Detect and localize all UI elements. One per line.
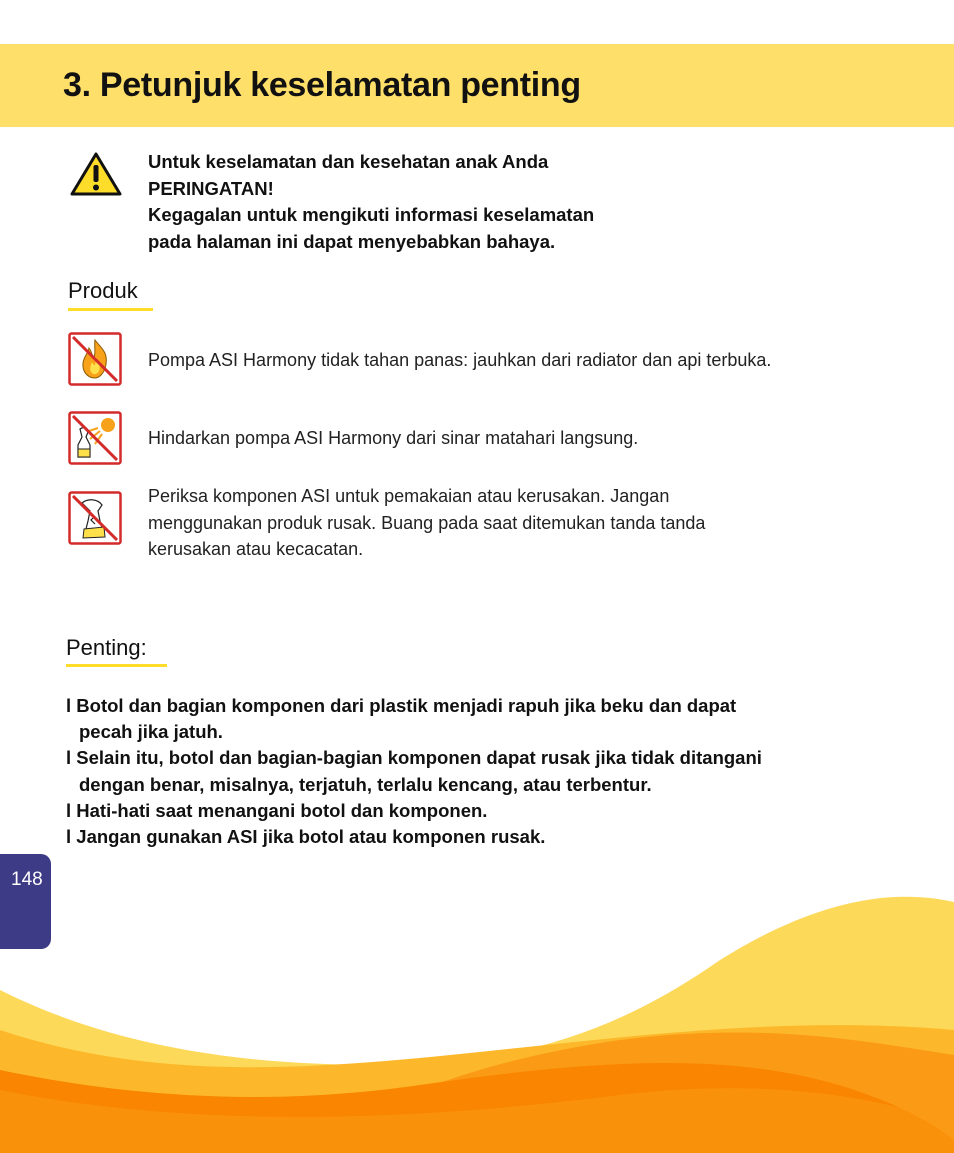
list-item: [66, 824, 762, 850]
section-heading-penting: Penting:: [66, 635, 147, 660]
list-item: [66, 798, 762, 824]
page-title: 3. Petunjuk keselamatan penting: [63, 66, 581, 104]
section-heading-produk: Produk: [68, 278, 138, 303]
product-item-text: [148, 425, 638, 452]
no-heat-fire-icon: [68, 332, 122, 386]
no-damaged-product-icon: [68, 491, 122, 545]
list-item: [66, 745, 762, 797]
decorative-waves: [0, 880, 954, 1153]
bullet-text: l Jangan gunakan ASI jika botol atau komponen rusak.: [66, 826, 546, 848]
warning-line: pada halaman ini dapat menyebabkan bahaya.: [148, 230, 556, 252]
product-line: Pompa ASI Harmony tidak tahan panas: jauhkan dari radiator dan api terbuka.: [148, 350, 772, 370]
warning-triangle-icon: [70, 152, 122, 196]
warning-line: Untuk keselamatan dan kesehatan anak Anda: [148, 151, 549, 172]
bullet-continuation: dengan benar, misalnya, terjatuh, terlalu kencang, atau terbentur.: [79, 773, 652, 795]
bullet-text: l Botol dan bagian komponen dari plastik menjadi rapuh jika beku dan dapat: [66, 695, 737, 716]
bullet-text: l Selain itu, botol dan bagian-bagian komponen dapat rusak jika tidak ditangani: [66, 747, 762, 769]
penting-bullet-list: [66, 693, 762, 850]
product-item-text: [148, 483, 705, 563]
list-item: [66, 693, 762, 745]
product-line: Hindarkan pompa ASI Harmony dari sinar matahari langsung.: [148, 428, 639, 448]
page-number: 148: [11, 869, 43, 890]
product-line: kerusakan atau kecacatan.: [148, 539, 364, 559]
heading-underline: [68, 308, 153, 311]
product-item-text: [148, 347, 771, 374]
warning-line: Kegagalan untuk mengikuti informasi keselamatan: [148, 204, 595, 225]
product-line: menggunakan produk rusak. Buang pada saat ditemukan tanda tanda: [148, 512, 706, 533]
heading-underline: [66, 664, 167, 667]
bullet-text: l Hati-hati saat menangani botol dan komponen.: [66, 799, 488, 821]
bullet-continuation: pecah jika jatuh.: [79, 721, 223, 743]
warning-text: [148, 149, 594, 255]
product-line: Periksa komponen ASI untuk pemakaian atau kerusakan. Jangan: [148, 486, 670, 506]
no-direct-sunlight-icon: [68, 411, 122, 465]
warning-line: PERINGATAN!: [148, 177, 274, 199]
